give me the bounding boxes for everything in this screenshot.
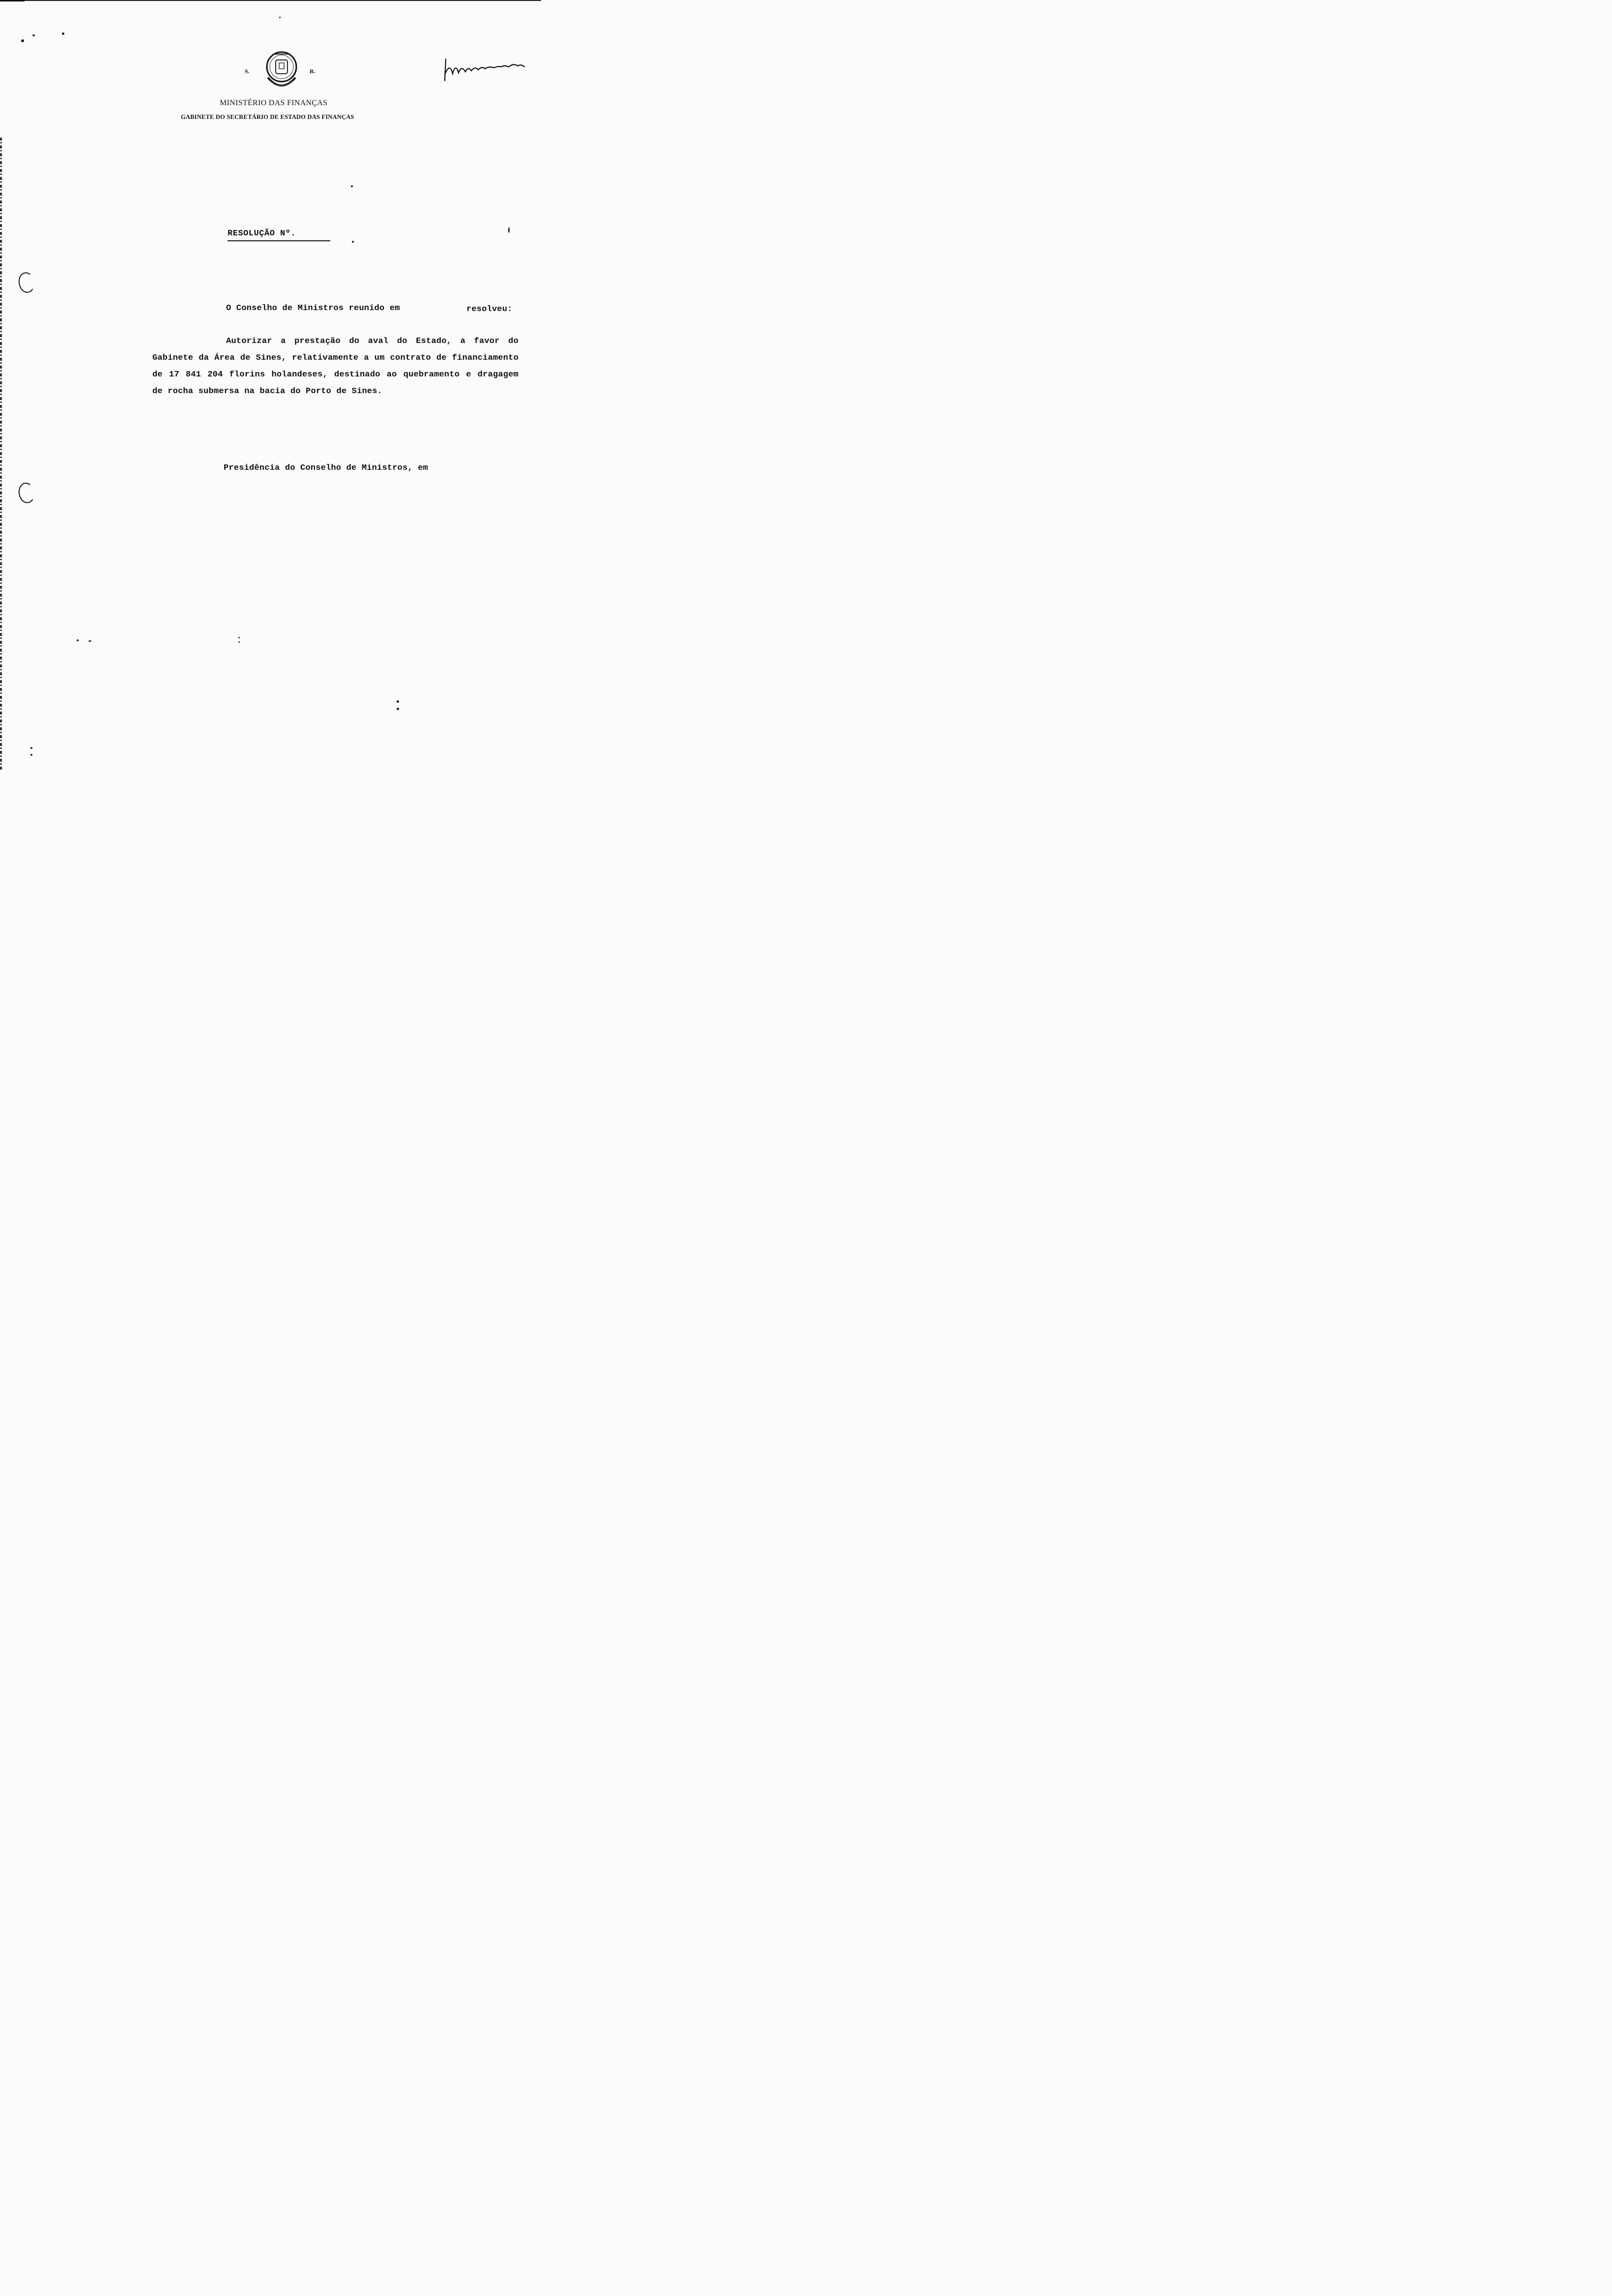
resolution-heading-underline [228,240,330,241]
scan-speck [397,700,399,703]
scan-speck [508,227,510,233]
coat-of-arms-seal [263,48,300,93]
scan-speck [238,637,240,638]
scan-top-edge [0,0,541,1]
opening-resolved: resolveu: [466,305,513,314]
resolution-body-text: Autorizar a prestação do aval do Estado, a favor do Gabinete da Área de Sines, relativamente a um contrato de financiamento de 17 841 204 florins holandeses, destinado ao quebramento e dragagem de rocha submersa na bacia do Porto de Sines. [152,337,518,396]
scan-speck [397,708,399,710]
resolution-heading: RESOLUÇÃO Nº. [228,229,296,238]
closing-line: Presidência do Conselho de Ministros, em [224,463,429,473]
scan-speck [30,754,32,756]
scan-left-edge [0,138,2,771]
scan-speck [238,641,240,643]
scan-speck [21,39,24,42]
scan-speck [62,32,64,35]
scan-speck [32,34,35,36]
scan-speck [30,747,32,749]
scan-speck [352,241,354,243]
scan-speck [279,17,281,18]
scan-speck [77,639,79,641]
cabinet-subtitle: GABINETE DO SECRETÁRIO DE ESTADO DAS FINANÇAS [181,114,354,120]
scan-speck [351,185,353,187]
ministry-title: MINISTÉRIO DAS FINANÇAS [220,99,328,107]
opening-statement: O Conselho de Ministros reunido em [226,304,400,313]
punch-hole-top [17,271,36,294]
seal-letter-r: R. [310,68,316,75]
scan-top-edge-mark [0,0,25,1]
punch-hole-bottom [17,482,36,505]
handwritten-initials [440,55,528,85]
scan-speck [88,640,91,642]
seal-letter-s: S. [245,68,250,75]
resolution-body [152,333,518,400]
